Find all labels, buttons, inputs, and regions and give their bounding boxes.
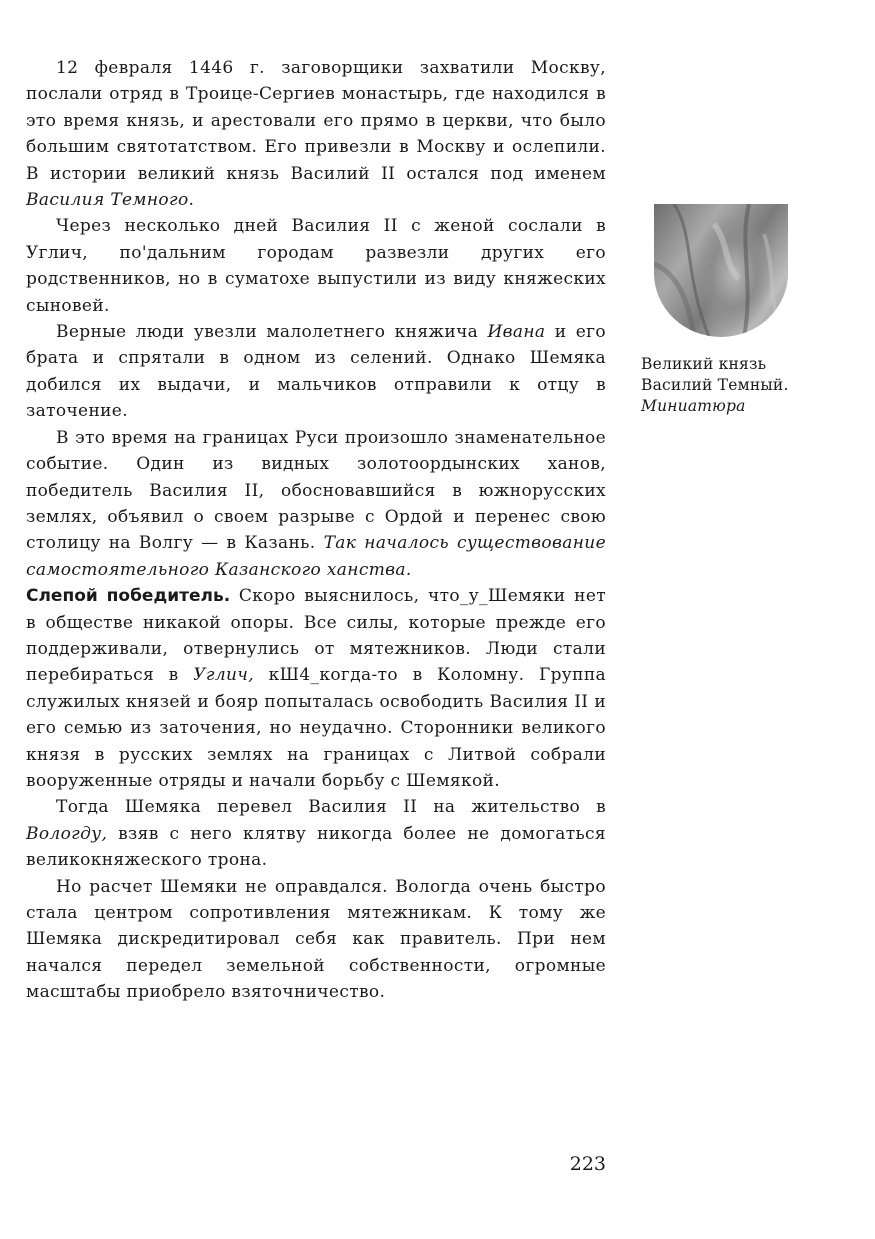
paragraph: [26, 425, 606, 583]
caption-line-3: Миниатюра: [641, 397, 746, 415]
main-text-column: [26, 55, 606, 1006]
page-number: 223: [569, 1153, 606, 1175]
italic-text: Ивана: [487, 322, 546, 343]
text-run: Но расчет Шемяки не оправдался. Вологда очень быстро стала центром сопротивления мятежникам. К тому же Шемяка дискредитировал себя как правитель. При нем начался передел земельной собственности, огромные масштабы приобрело взяточничество.: [26, 876, 606, 1003]
paragraph: [26, 55, 606, 213]
paragraph: [26, 583, 606, 794]
text-run: взяв с него клятву никогда более не домогаться великокняжеского трона.: [26, 823, 606, 871]
figure-caption: [641, 354, 841, 417]
text-run: В это время на границах Руси произошло знаменательное событие. Один из видных золотоордынских ханов, победитель Василия II, обосновавшийся в южнорусских землях, объявил о своем разрыве с Ордой и перенес свою столицу на Волгу — в Казань.: [26, 427, 606, 554]
text-run: и его брата и спрятали в одном из селений. Однако Шемяка добился их выдачи, и мальчиков отправили к отцу в заточение.: [26, 322, 606, 422]
text-run: 12 февраля 1446 г. заговорщики захватили Москву, послали отряд в Троице-Сергиев монастырь, где находился в это время князь, и арестовали его прямо в церкви, что было большим святотатством. Его привезли в Москву и ослепили. В истории великий князь Василий II остался под именем: [26, 58, 606, 184]
italic-text: Так началось существование самостоятельного Казанского ханства.: [26, 533, 606, 580]
text-run: Скоро выяснилось, что_у_Шемяки нет в обществе никакой опоры. Все силы, которые прежде его поддерживали, отвернулись от мятежников. Люди стали перебираться в: [26, 586, 606, 686]
paragraph: [26, 794, 606, 873]
text-run: Через несколько дней Василия II с женой сослали в Углич, по'дальним городам развезли других его родственников, но в суматохе выпустили из виду княжеских сыновей.: [26, 216, 606, 316]
miniature-illustration: [654, 204, 788, 337]
paragraph: [26, 319, 606, 425]
portrait-sketch: [654, 204, 788, 337]
text-run: Тогда Шемяка перевел Василия II на жительство в: [56, 797, 606, 818]
paragraph: [26, 213, 606, 319]
caption-line-1: Великий князь: [641, 355, 767, 373]
paragraph: [26, 874, 606, 1006]
italic-text: Вологду,: [26, 823, 108, 844]
text-run: кШ4_когда-то в Коломну. Группа служилых князей и бояр попыталась освободить Василия II и его семью из заточения, но неудачно. Сторонники великого князя в русских землях на границах с Литвой собрали вооруженные отряды и начали борьбу с Шемякой.: [26, 665, 607, 791]
section-heading: Слепой победитель.: [26, 586, 231, 607]
text-run: Верные люди увезли малолетнего княжича: [56, 322, 488, 343]
caption-line-2: Василий Темный.: [641, 376, 789, 394]
italic-text: Углич,: [193, 665, 254, 686]
italic-text: Василия Темного.: [26, 190, 195, 211]
